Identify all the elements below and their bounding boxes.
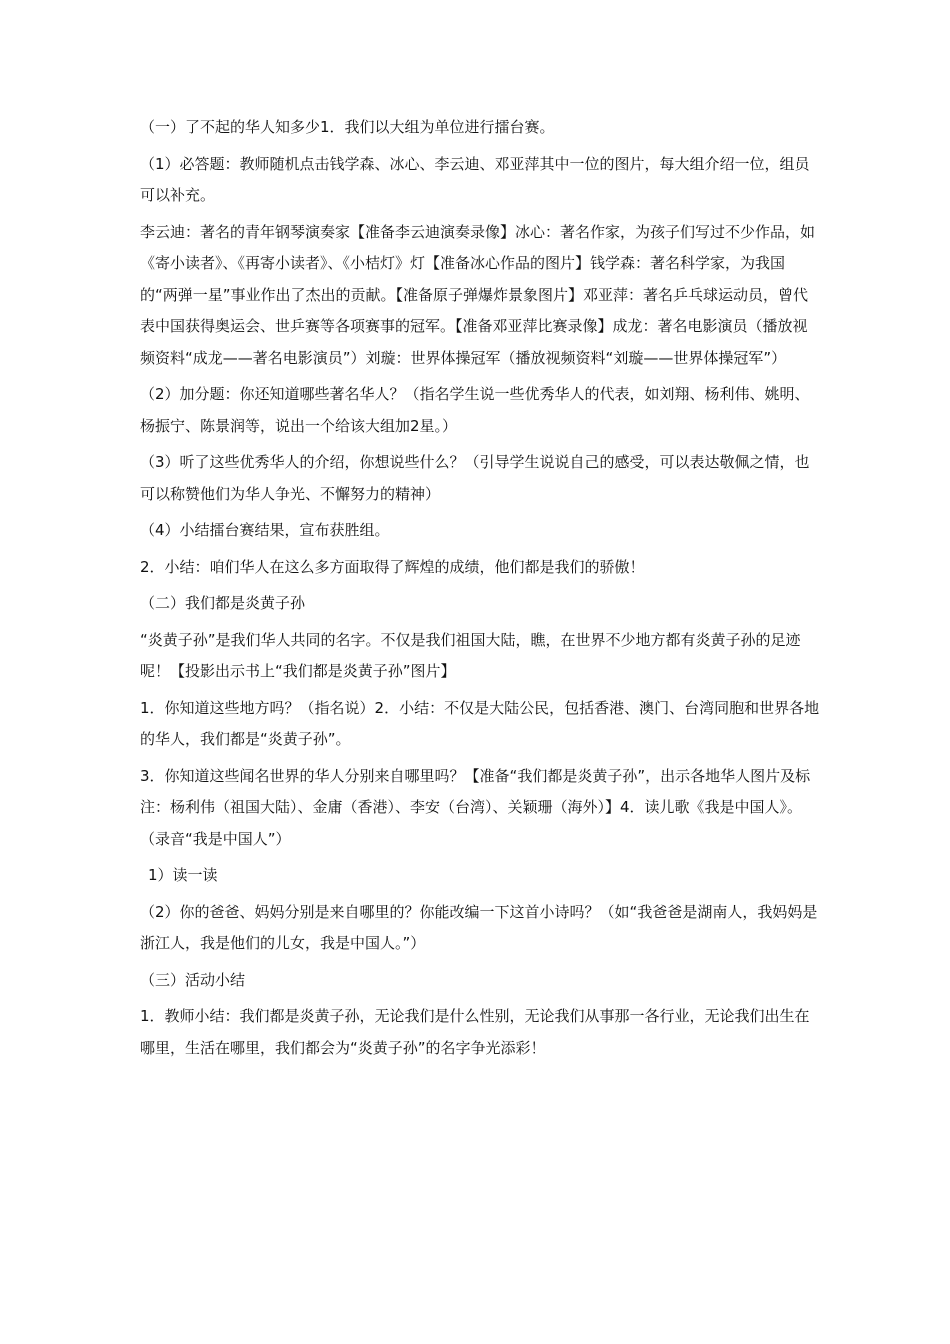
paragraph-famous-people: 李云迪：著名的青年钢琴演奏家【准备李云迪演奏录像】冰心：著名作家，为孩子们写过不少作品，如《寄小读者》、《再寄小读者》、《小桔灯》灯【准备冰心作品的图片】钱学森：著名科学家，为我国的“两弹一星”事业作出了杰出的贡献。【准备原子弹爆炸景象图片】邓亚萍：著名乒乓球运动员，曾代表中国获得奥运会、世乒赛等各项赛事的冠军。【准备邓亚萍比赛录像】成龙：著名电影演员（播放视频资料“成龙——著名电影演员”）刘璇：世界体操冠军（播放视频资料“刘璇——世界体操冠军”） — [140, 222, 816, 367]
paragraph-required-question: （1）必答题：教师随机点击钱学森、冰心、李云迪、邓亚萍其中一位的图片，每大组介绍一位，组员可以补充。 — [140, 154, 810, 204]
paragraph-famous-origins: 3．你知道这些闻名世界的华人分别来自哪里吗？【准备“我们都是炎黄子孙”，出示各地华人图片及标注：杨利伟（祖国大陆）、金庸（香港）、李安（台湾）、关颖珊（海外）】4．读儿歌《我是中国人》。（录音“我是中国人”） — [140, 766, 811, 848]
document-body — [140, 112, 820, 1064]
paragraph-parents: （2）你的爸爸、妈妈分别是来自哪里的？你能改编一下这首小诗吗？（如“我爸爸是湖南人，我妈妈是浙江人，我是他们的儿女，我是中国人。”） — [140, 902, 818, 952]
paragraph-read: 1）读一读 — [148, 866, 218, 884]
paragraph-places: 1．你知道这些地方吗？（指名说）2．小结：不仅是大陆公民，包括香港、澳门、台湾同胞和世界各地的华人，我们都是“炎黄子孙”。 — [140, 698, 820, 748]
section-heading-2: （二）我们都是炎黄子孙 — [140, 594, 306, 612]
paragraph-reflection: （3）听了这些优秀华人的介绍，你想说些什么？（引导学生说说自己的感受，可以表达敬佩之情，也可以称赞他们为华人争光、不懈努力的精神） — [140, 453, 810, 503]
paragraph-bonus-question: （2）加分题：你还知道哪些著名华人？（指名学生说一些优秀华人的代表，如刘翔、杨利伟、姚明、杨振宁、陈景润等，说出一个给该大组加2星。） — [140, 385, 810, 435]
paragraph-contest-summary: （4）小结擂台赛结果，宣布获胜组。 — [140, 521, 390, 539]
paragraph-teacher-summary: 1．教师小结：我们都是炎黄子孙，无论我们是什么性别，无论我们从事那一各行业，无论我们出生在哪里，生活在哪里，我们都会为“炎黄子孙”的名字争光添彩！ — [140, 1007, 810, 1057]
paragraph-summary-2: 2．小结：咱们华人在这么多方面取得了辉煌的成绩，他们都是我们的骄傲！ — [140, 557, 645, 576]
section-heading-3: （三）活动小结 — [140, 970, 246, 989]
section-heading-1: （一）了不起的华人知多少1．我们以大组为单位进行擂台赛。 — [140, 118, 555, 136]
paragraph-yanhuang-intro: “炎黄子孙”是我们华人共同的名字。不仅是我们祖国大陆，瞧，在世界不少地方都有炎黄子孙的足迹呢！【投影出示书上“我们都是炎黄子孙”图片】 — [140, 630, 801, 680]
